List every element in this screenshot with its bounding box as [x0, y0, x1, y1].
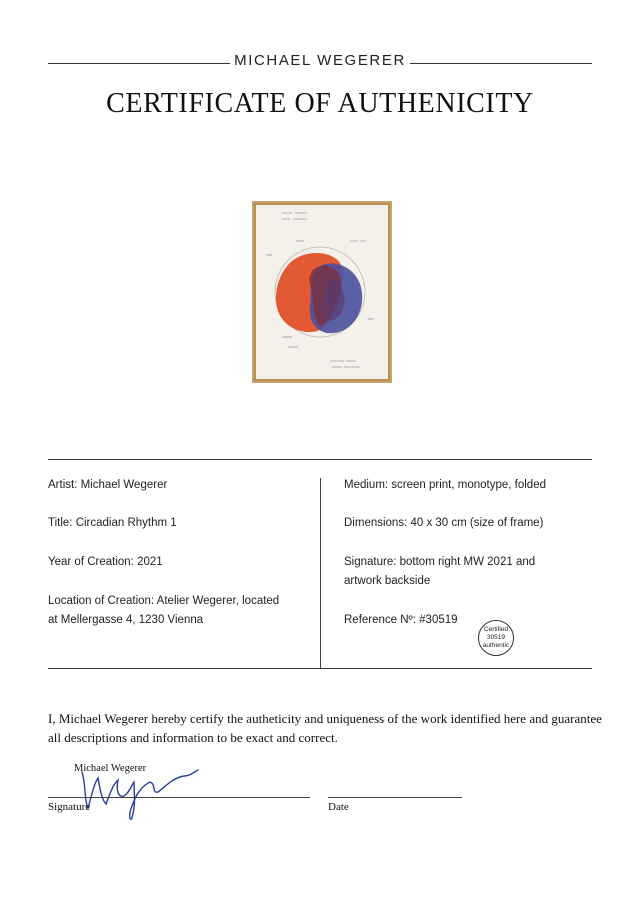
certification-statement: I, Michael Wegerer hereby certify the autheticity and uniqueness of the work identified here and guarantee all descriptions and information to be exact and correct. — [48, 711, 602, 745]
header-rule-right — [410, 63, 592, 64]
artist-field: Artist: Michael Wegerer — [48, 479, 168, 491]
dimensions-field: Dimensions: 40 x 30 cm (size of frame) — [344, 517, 544, 529]
location-field-line1: Location of Creation: Atelier Wegerer, located — [48, 595, 280, 607]
brand-name: MICHAEL WEGERER — [234, 52, 406, 69]
signer-printed-name: Michael Wegerer — [74, 763, 147, 774]
stamp-bottom-text: authentic — [482, 642, 510, 649]
details-column-divider — [320, 478, 321, 668]
signature-label: Signature — [48, 801, 91, 813]
year-field: Year of Creation: 2021 — [48, 556, 163, 568]
details-bottom-rule — [48, 668, 592, 669]
certificate-title: CERTIFICATE OF AUTHENICITY — [106, 88, 534, 119]
artwork-image — [252, 201, 392, 383]
location-field-line2: at Mellergasse 4, 1230 Vienna — [48, 614, 204, 626]
stamp-top-text: Certified — [483, 626, 509, 633]
title-field: Title: Circadian Rhythm 1 — [48, 517, 177, 529]
signature-field-line1: Signature: bottom right MW 2021 and — [344, 556, 536, 568]
medium-field: Medium: screen print, monotype, folded — [344, 479, 546, 491]
signature-line — [48, 797, 310, 798]
date-line — [328, 797, 462, 798]
handwritten-signature — [72, 764, 232, 824]
reference-field: Reference Nº: #30519 — [344, 614, 458, 626]
certified-stamp — [478, 620, 514, 656]
stamp-number: 30519 — [486, 634, 506, 641]
framed-artwork — [252, 201, 392, 383]
details-top-rule — [48, 459, 592, 460]
date-label: Date — [328, 801, 349, 813]
signature-field-line2: artwork backside — [344, 575, 431, 587]
